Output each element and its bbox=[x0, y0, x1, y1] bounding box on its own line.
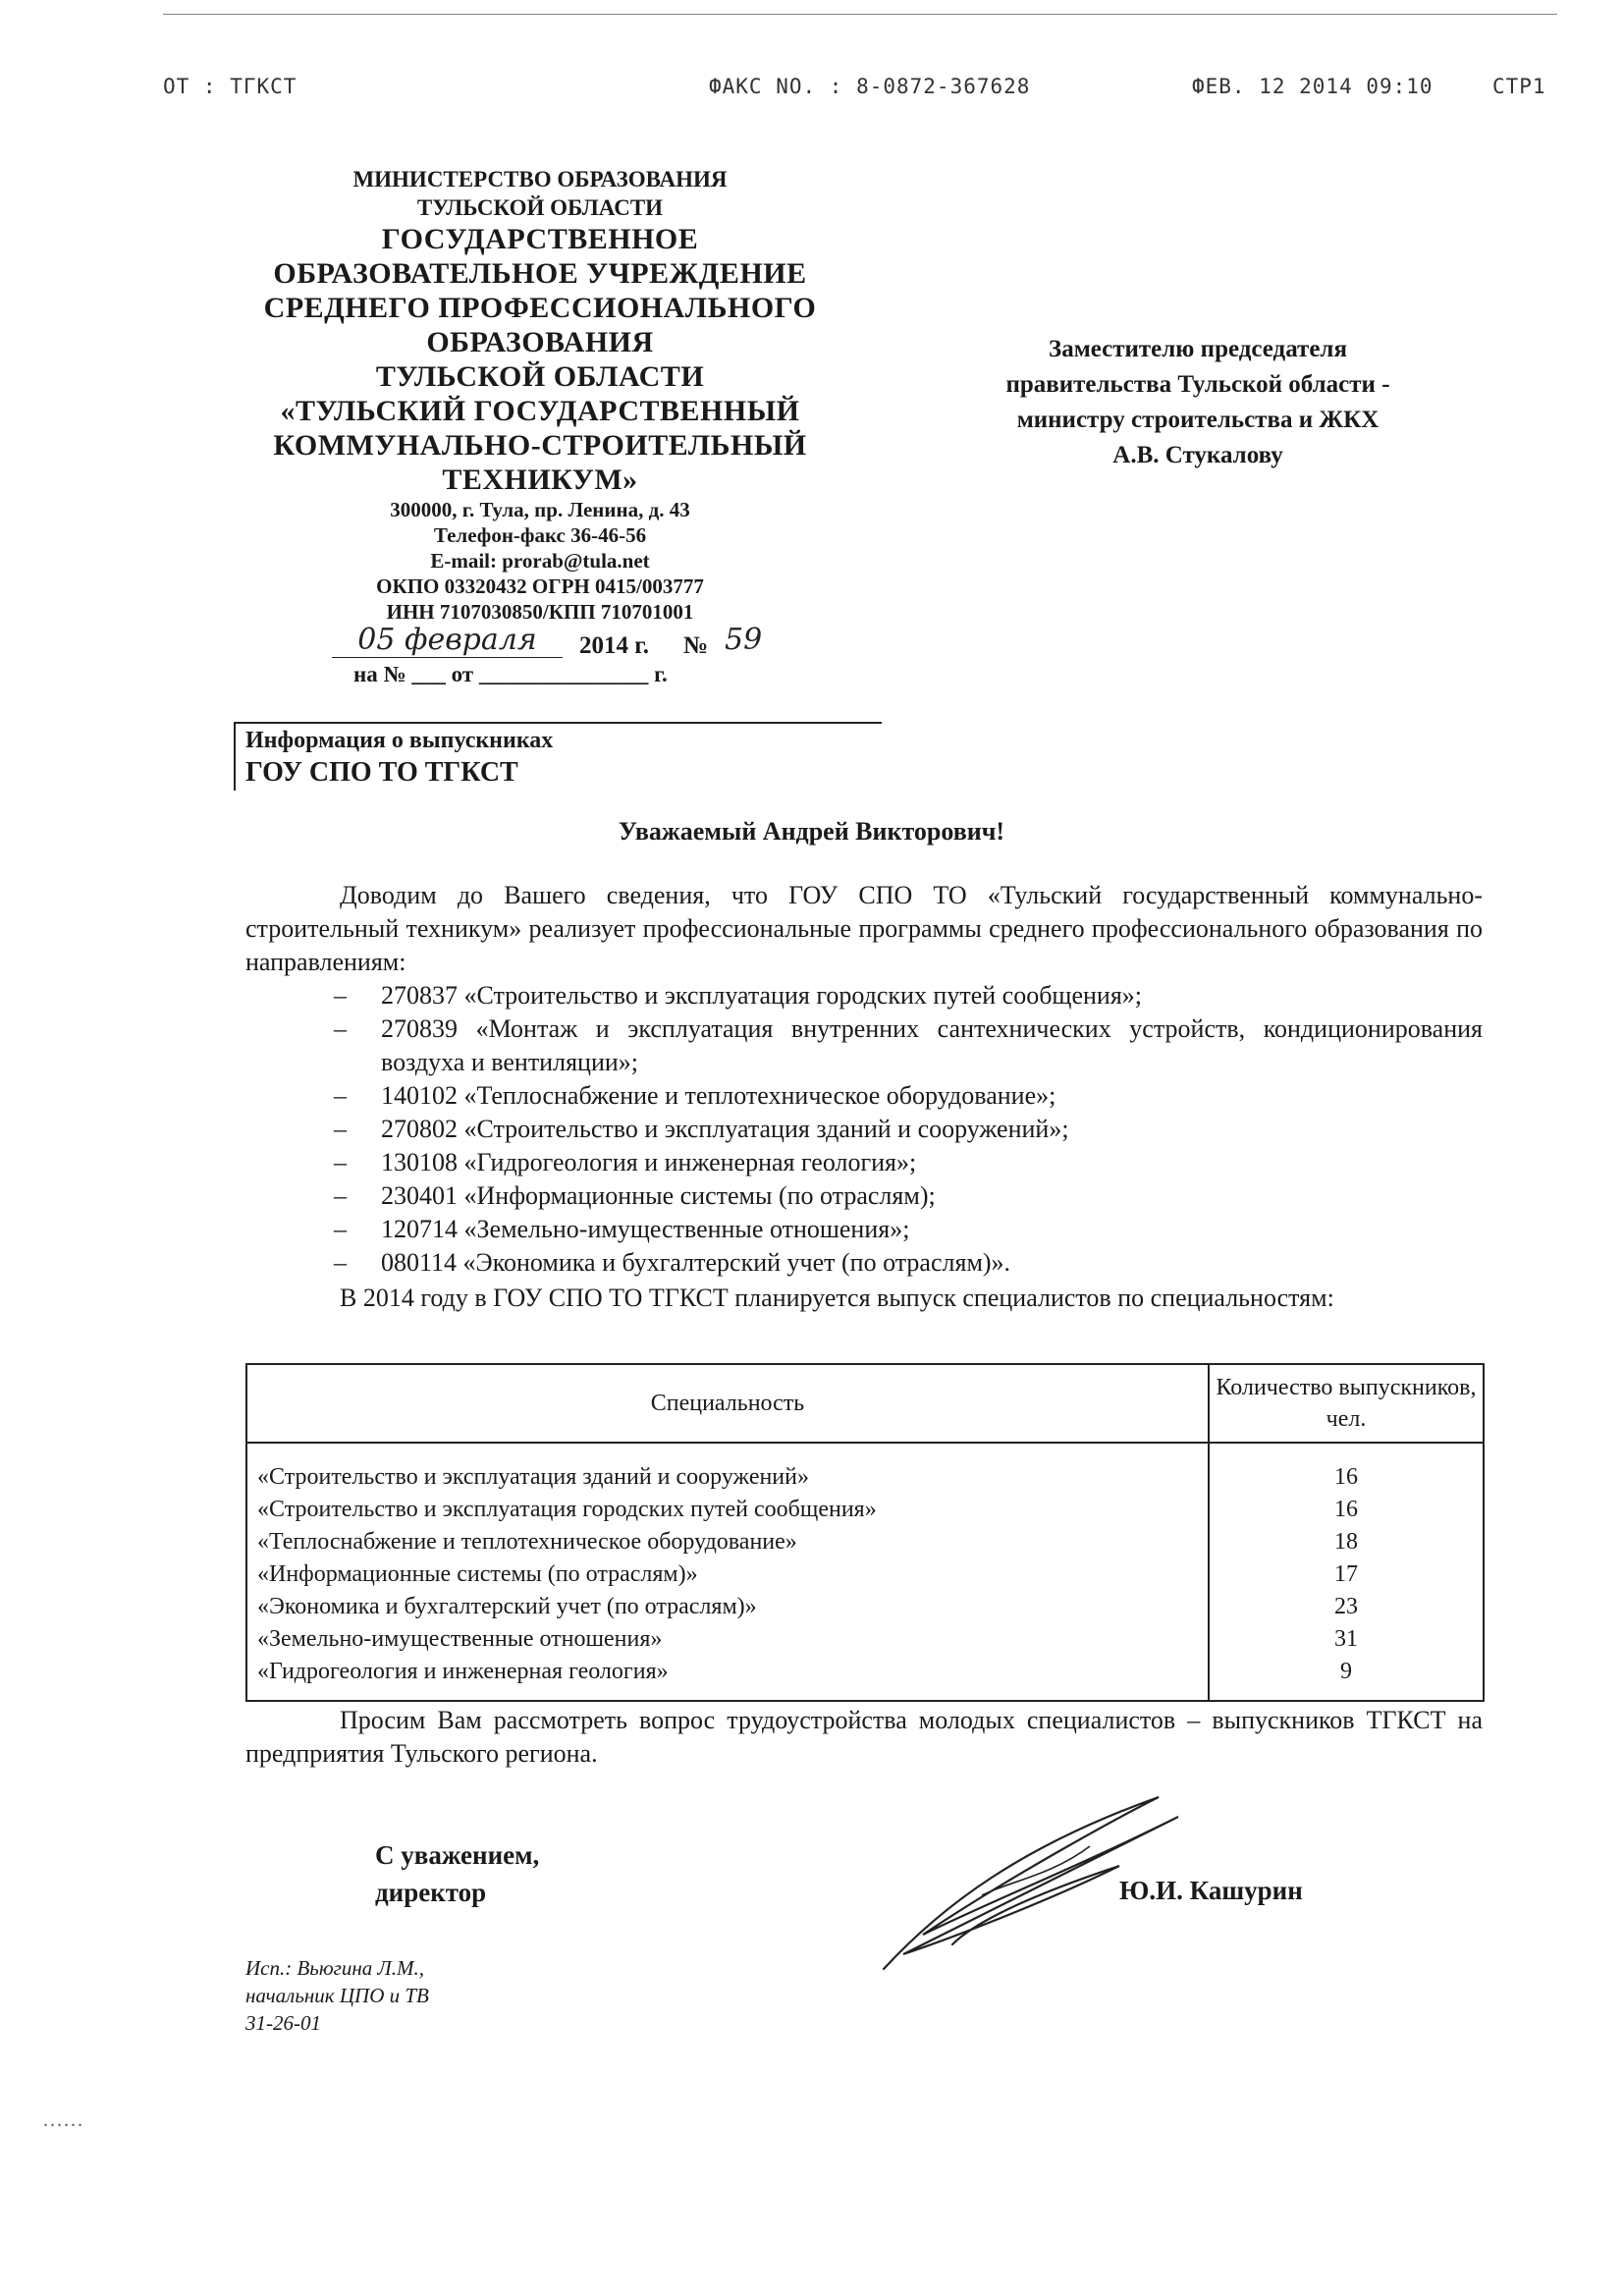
specialty-cell: «Гидрогеология и инженерная геология» bbox=[257, 1659, 669, 1685]
greeting: Уважаемый Андрей Викторович! bbox=[618, 817, 1005, 846]
addressee-line: Заместителю председателя bbox=[1049, 336, 1347, 362]
table-row bbox=[246, 1526, 1484, 1558]
table-row bbox=[246, 1656, 1484, 1701]
list-item: – 230401 «Информационные системы (по отраслям); bbox=[334, 1181, 936, 1210]
request-text: Просим Вам рассмотреть вопрос трудоустройства молодых специалистов – выпускников ТГКСТ на предприятия Тульского региона. bbox=[245, 1706, 1483, 1768]
executor-phone: 31-26-01 bbox=[245, 2011, 321, 2035]
executor-line: начальник ЦПО и ТВ bbox=[245, 1984, 429, 2007]
org-name-line: ГОСУДАРСТВЕННОЕ bbox=[381, 223, 699, 255]
subject-bar bbox=[234, 722, 236, 791]
org-name-line: «ТУЛЬСКИЙ ГОСУДАРСТВЕННЫЙ bbox=[280, 395, 800, 427]
specialty-cell: «Экономика и бухгалтерский учет (по отраслям)» bbox=[257, 1594, 757, 1620]
addressee-block bbox=[923, 332, 1473, 473]
fax-from: ОТ : ТГКСТ bbox=[163, 75, 298, 98]
count-cell: 17 bbox=[1209, 1558, 1484, 1591]
list-item: – 130108 «Гидрогеология и инженерная геология»; bbox=[334, 1148, 917, 1176]
specialty-cell: «Теплоснабжение и теплотехническое оборудование» bbox=[257, 1529, 797, 1556]
org-phone: Телефон-факс 36-46-56 bbox=[433, 523, 647, 547]
org-inn: ИНН 7107030850/КПП 710701001 bbox=[386, 600, 694, 624]
org-okpo: ОКПО 03320432 ОГРН 0415/003777 bbox=[376, 574, 704, 598]
subject-line: Информация о выпускниках bbox=[245, 728, 554, 753]
executor-block bbox=[245, 1954, 429, 2037]
graduates-table bbox=[245, 1363, 1485, 1702]
count-cell: 16 bbox=[1209, 1443, 1484, 1494]
list-item: – 120714 «Земельно-имущественные отношения»; bbox=[334, 1215, 910, 1243]
table-header-row bbox=[246, 1364, 1484, 1443]
letterhead bbox=[236, 165, 844, 625]
closing-block bbox=[375, 1836, 539, 1911]
page-top-rule bbox=[163, 14, 1557, 15]
org-name-line: СРЕДНЕГО ПРОФЕССИОНАЛЬНОГО bbox=[263, 292, 817, 324]
outgoing-number-label: № bbox=[683, 632, 709, 659]
specialty-cell: «Земельно-имущественные отношения» bbox=[257, 1626, 663, 1653]
plan-paragraph bbox=[245, 1282, 1483, 1315]
table-row bbox=[246, 1558, 1484, 1591]
count-cell: 9 bbox=[1209, 1656, 1484, 1701]
closing-line: С уважением, bbox=[375, 1840, 540, 1870]
plan-text: В 2014 году в ГОУ СПО ТО ТГКСТ планируется выпуск специалистов по специальностям: bbox=[340, 1284, 1334, 1312]
count-cell: 31 bbox=[1209, 1623, 1484, 1656]
subject-line: ГОУ СПО ТО ТГКСТ bbox=[245, 757, 518, 788]
count-cell: 16 bbox=[1209, 1494, 1484, 1526]
specialty-cell: «Строительство и эксплуатация зданий и сооружений» bbox=[257, 1464, 809, 1491]
signatory-name: Ю.И. Кашурин bbox=[1119, 1876, 1303, 1905]
executor-line: Исп.: Вьюгина Л.М., bbox=[245, 1956, 424, 1980]
fax-page: СТР1 bbox=[1492, 75, 1546, 98]
ministry-line: МИНИСТЕРСТВО ОБРАЗОВАНИЯ bbox=[352, 167, 728, 191]
specialty-cell: «Информационные системы (по отраслям)» bbox=[257, 1561, 698, 1588]
reply-reference-line: на № ___ от _______________ г. bbox=[353, 662, 668, 686]
count-cell: 18 bbox=[1209, 1526, 1484, 1558]
org-email: E-mail: prorab@tula.net bbox=[430, 549, 650, 573]
org-name-line: ОБРАЗОВАТЕЛЬНОЕ УЧРЕЖДЕНИЕ bbox=[273, 257, 807, 290]
list-item: – 080114 «Экономика и бухгалтерский учет (по отраслям)». bbox=[334, 1248, 1011, 1277]
list-item: – 270802 «Строительство и эксплуатация зданий и сооружений»; bbox=[334, 1115, 1069, 1143]
list-item: – 270837 «Строительство и эксплуатация городских путей сообщения»; bbox=[334, 981, 1142, 1010]
specialty-cell: «Строительство и эксплуатация городских путей сообщения» bbox=[257, 1497, 877, 1523]
list-item: – 140102 «Теплоснабжение и теплотехническое оборудование»; bbox=[334, 1081, 1056, 1110]
org-address: 300000, г. Тула, пр. Ленина, д. 43 bbox=[390, 498, 690, 521]
fax-number: ФАКС NO. : 8-0872-367628 bbox=[709, 75, 1031, 98]
intro-text: Доводим до Вашего сведения, что ГОУ СПО ТО «Тульский государственный коммунально-строительный техникум» реализует профессиональные программы среднего профессионального образования по направлениям: bbox=[245, 881, 1483, 976]
table-row bbox=[246, 1623, 1484, 1656]
fax-datetime: ФЕВ. 12 2014 09:10 bbox=[1192, 75, 1434, 98]
addressee-line: правительства Тульской области - bbox=[1005, 371, 1390, 398]
request-paragraph bbox=[245, 1704, 1483, 1771]
org-name-line: ТУЛЬСКОЙ ОБЛАСТИ bbox=[375, 360, 705, 393]
column-header-count: Количество выпускников, чел. bbox=[1209, 1364, 1484, 1443]
outgoing-year: 2014 г. bbox=[579, 632, 650, 659]
table-row bbox=[246, 1494, 1484, 1526]
addressee-line: министру строительства и ЖКХ bbox=[1016, 407, 1380, 433]
ministry-line: ТУЛЬСКОЙ ОБЛАСТИ bbox=[416, 195, 664, 220]
addressee-name: А.В. Стукалову bbox=[1112, 442, 1283, 468]
handwritten-number: 59 bbox=[725, 623, 763, 657]
org-name-line: ОБРАЗОВАНИЯ bbox=[426, 326, 654, 358]
org-name-line: КОММУНАЛЬНО-СТРОИТЕЛЬНЫЙ bbox=[273, 429, 807, 462]
closing-position: директор bbox=[375, 1878, 487, 1907]
count-cell: 23 bbox=[1209, 1591, 1484, 1623]
column-header-specialty: Специальность bbox=[246, 1364, 1209, 1443]
program-list bbox=[334, 979, 1483, 1280]
handwritten-date: 05 февраля bbox=[357, 623, 537, 657]
list-item: – 270839 «Монтаж и эксплуатация внутренних сантехнических устройств, кондиционирования воздуха и вентиляции»; bbox=[334, 1014, 1483, 1076]
table-row bbox=[246, 1591, 1484, 1623]
footer-dots: ...... bbox=[43, 2109, 84, 2131]
org-name-line: ТЕХНИКУМ» bbox=[442, 464, 638, 496]
subject-rule bbox=[234, 722, 882, 724]
table-row bbox=[246, 1443, 1484, 1494]
outgoing-date-block bbox=[324, 623, 795, 687]
intro-paragraph bbox=[245, 879, 1483, 979]
